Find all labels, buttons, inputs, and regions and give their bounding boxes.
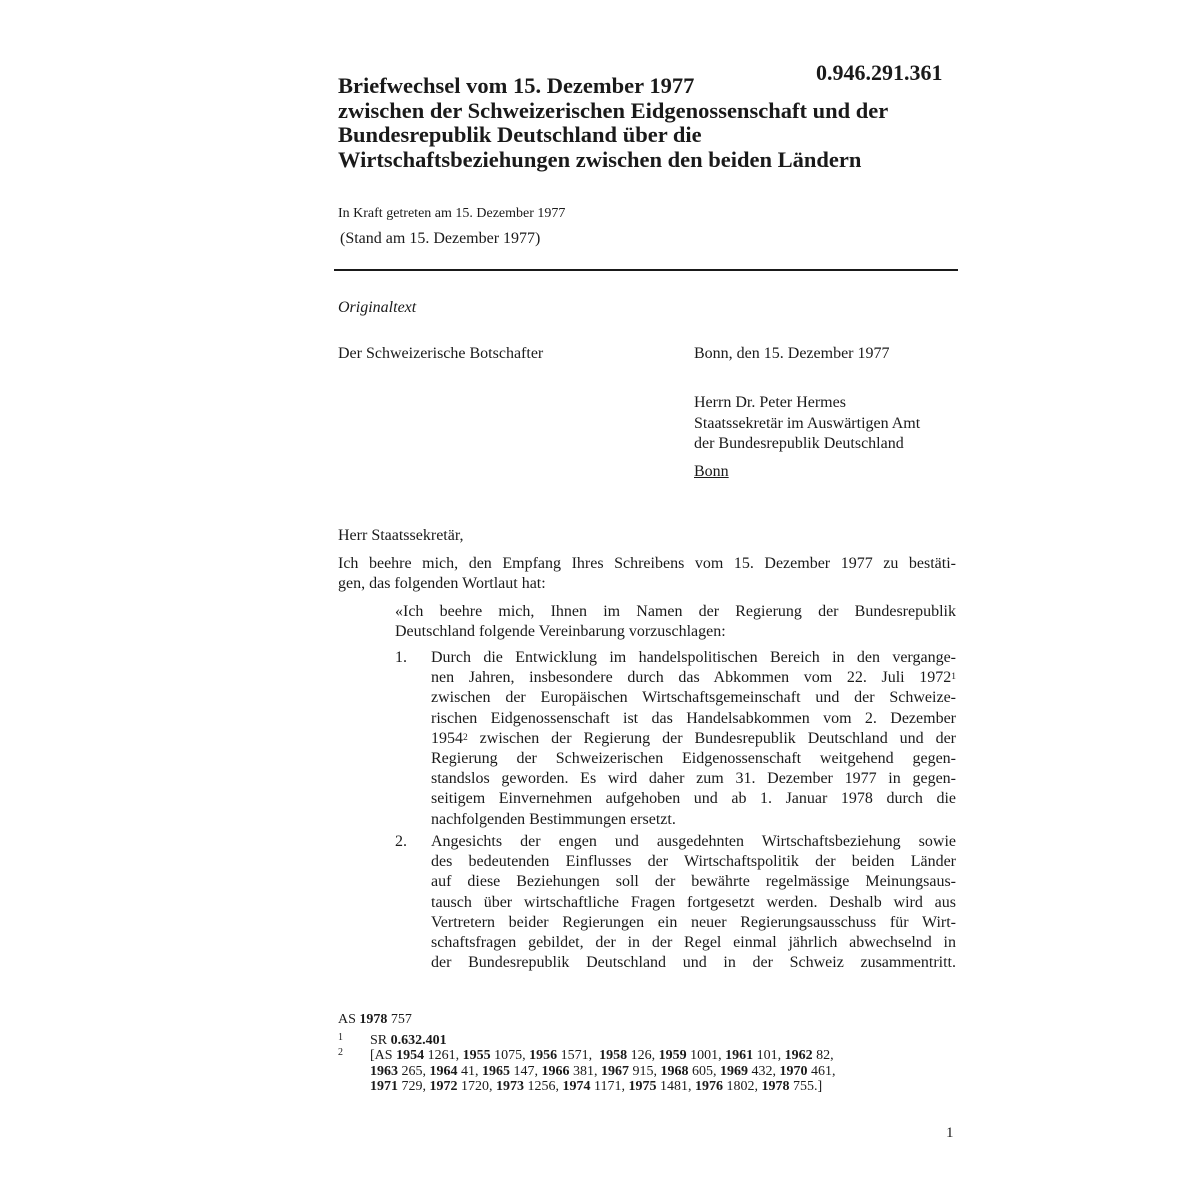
footnote-number: 2 (338, 1047, 343, 1058)
paragraph-line: nen Jahren, insbesondere durch das Abkommen vom 22. Juli 1972$^1$ (431, 669, 956, 687)
addressee-line: Staatssekretär im Auswärtigen Amt (694, 414, 921, 432)
paragraph-line: Ich beehre mich, den Empfang Ihres Schreibens vom 15. Dezember 1977 zu bestäti- (338, 555, 956, 572)
paragraph-line: nachfolgenden Bestimmungen ersetzt. (431, 810, 676, 828)
paragraph-line: Angesichts der engen und ausgedehnten Wirtschaftsbeziehung sowie (431, 833, 956, 850)
paragraph-line: seitigem Einvernehmen aufgehoben und ab 1. Januar 1978 durch die (431, 790, 956, 808)
item-number: 2. (395, 833, 407, 850)
paragraph-line: «Ich beehre mich, Ihnen im Namen der Regierung der Bundesrepublik (395, 603, 956, 620)
item-text (431, 832, 956, 973)
paragraph-line: tausch über wirtschaftliche Fragen fortgesetzt werden. Deshalb wird aus (431, 893, 956, 911)
title-line: zwischen der Schweizerischen Eidgenossenschaft und der (338, 97, 889, 123)
item-number: 1. (395, 649, 407, 666)
footnote-number: 1 (338, 1032, 343, 1043)
footnote-line: 1963 265, 1964 41, 1965 147, 1966 381, 1967 915, 1968 605, 1969 432, 1970 461, (370, 1063, 836, 1079)
addressee-city: Bonn (694, 462, 729, 480)
sender: Der Schweizerische Botschafter (338, 345, 544, 362)
addressee-block (694, 393, 920, 482)
paragraph-line: des bedeutenden Einflusses der Wirtschaftspolitik der beiden Länder (431, 853, 956, 871)
paragraph-line: gen, das folgenden Wortlaut hat: (338, 575, 546, 592)
footnote-text: SR 0.632.401 (370, 1033, 447, 1048)
header-divider (334, 269, 958, 271)
title-line: Wirtschaftsbeziehungen zwischen den beiden Ländern (338, 146, 862, 172)
paragraph-line: rischen Eidgenossenschaft ist das Handelsabkommen vom 2. Dezember (431, 709, 956, 727)
paragraph-line: Regierung der Schweizerischen Eidgenossenschaft weitgehend gegen- (431, 750, 956, 768)
item-text (431, 648, 956, 830)
place-date: Bonn, den 15. Dezember 1977 (694, 345, 890, 362)
intro-paragraph (338, 554, 956, 594)
quote-intro (395, 602, 956, 642)
paragraph-line: Deutschland folgende Vereinbarung vorzuschlagen: (395, 623, 726, 640)
paragraph-line: Durch die Entwicklung im handelspolitischen Bereich in den vergange- (431, 649, 956, 666)
footnote-text (370, 1048, 836, 1095)
paragraph-line: auf diese Beziehungen soll der bewährte regelmässige Meinungsaus- (431, 873, 956, 891)
sr-number: 0.946.291.361 (816, 60, 943, 85)
in-force-date: In Kraft getreten am 15. Dezember 1977 (338, 206, 566, 221)
title-line: Bundesrepublik Deutschland über die (338, 122, 702, 147)
paragraph-line: 1954$^2$ zwischen der Regierung der Bundesrepublik Deutschland und der (431, 729, 956, 747)
paragraph-line: schaftsfragen gebildet, der in der Regel einmal jährlich abwechselnd in (431, 934, 956, 952)
footnote-ref: 1 (951, 672, 956, 683)
title-line: Briefwechsel vom 15. Dezember 1977 (338, 73, 695, 98)
document-title (338, 74, 978, 172)
paragraph-line: zwischen der Europäischen Wirtschaftsgemeinschaft und der Schweize- (431, 689, 956, 707)
originaltext-label: Originaltext (338, 299, 417, 316)
footnote-line: [AS 1954 1261, 1955 1075, 1956 1571, 1958 126, 1959 1001, 1961 101, 1962 82, (370, 1048, 834, 1063)
footnote-line: 1971 729, 1972 1720, 1973 1256, 1974 1171, 1975 1481, 1976 1802, 1978 755.] (370, 1079, 823, 1094)
addressee-line: der Bundesrepublik Deutschland (694, 435, 904, 452)
paragraph-line: der Bundesrepublik Deutschland und in der Schweiz zusammentritt. (431, 954, 956, 972)
status-date: (Stand am 15. Dezember 1977) (340, 230, 541, 247)
paragraph-line: standslos geworden. Es wird daher zum 31. Dezember 1977 in gegen- (431, 770, 956, 788)
footnote-ref: 2 (463, 732, 468, 743)
addressee-line: Herrn Dr. Peter Hermes (694, 394, 846, 411)
footnote-as-reference: AS 1978 757 (338, 1012, 412, 1027)
page-number: 1 (946, 1125, 954, 1141)
paragraph-line: Vertretern beider Regierungen ein neuer Regierungsausschuss für Wirt- (431, 913, 956, 931)
salutation: Herr Staatssekretär, (338, 527, 464, 544)
